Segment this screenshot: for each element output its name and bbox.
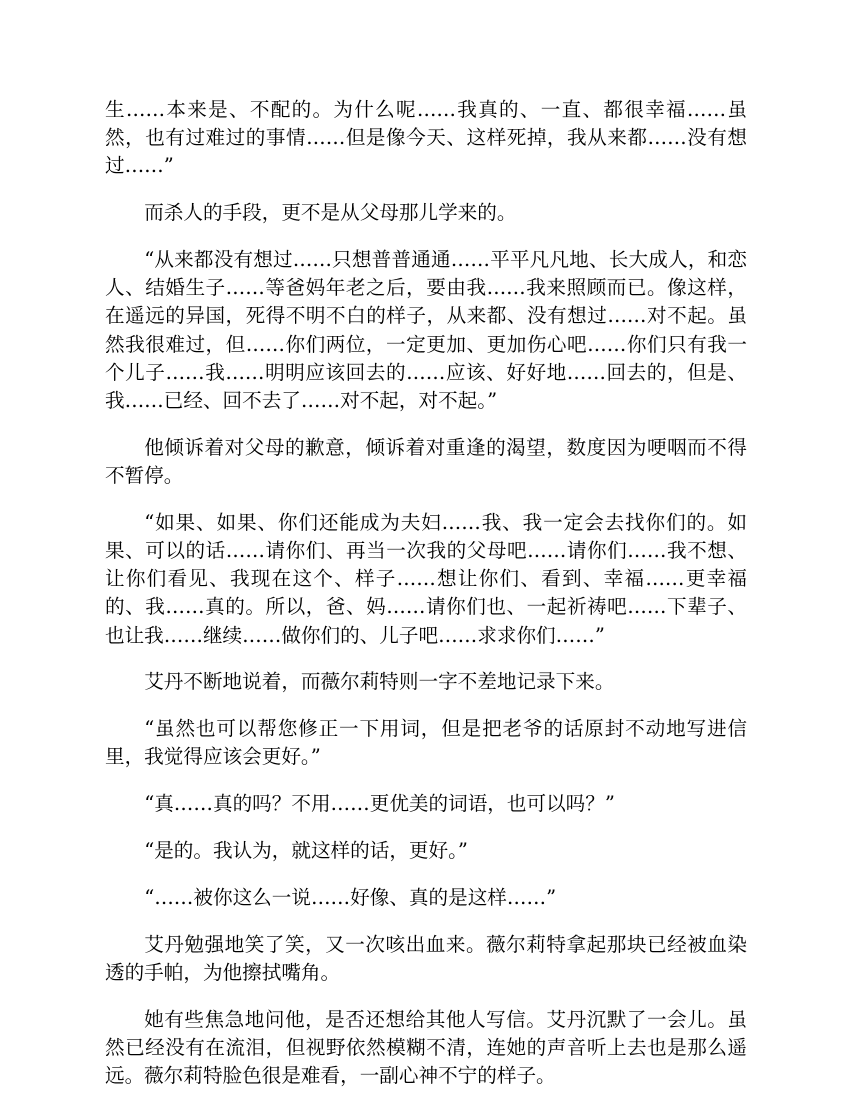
paragraph-continuation: 生……本来是、不配的。为什么呢……我真的、一直、都很幸福……虽然，也有过难过的事情……但是像今天、这样死掉，我从来都……没有想过……” [105,98,747,178]
paragraph: “如果、如果、你们还能成为夫妇……我、我一定会去找你们的。如果、可以的话……请你们、再当一次我的父母吧……请你们……我不想、让你们看见、我现在这个、样子……想让你们、看到、幸福……更幸福的、我……真的。所以，爸、妈……请你们也、一起祈祷吧……下辈子、也让我……继续……做你们的、儿子吧……求求你们……” [105,510,747,647]
document-page [105,96,747,1109]
paragraph: 她有些焦急地问他，是否还想给其他人写信。艾丹沉默了一会儿。虽然已经没有在流泪，但视野依然模糊不清，连她的声音听上去也是那么遥远。薇尔莉特脸色很是难看，一副心神不宁的样子。 [105,1007,747,1088]
paragraph: 艾丹不断地说着，而薇尔莉特则一字不差地记录下来。 [144,670,615,694]
paragraph: “真……真的吗？不用……更优美的词语，也可以吗？” [144,792,615,816]
paragraph: 而杀人的手段，更不是从父母那儿学来的。 [144,201,517,225]
paragraph: “是的。我认为，就这样的话，更好。” [144,839,468,863]
paragraph: 艾丹勉强地笑了笑，又一次咳出血来。薇尔莉特拿起那块已经被血染透的手帕，为他擦拭嘴角。 [105,932,747,984]
paragraph: “从来都没有想过……只想普普通通……平平凡凡地、长大成人，和恋人、结婚生子……等爸妈年老之后，要由我……我来照顾而已。像这样，在遥远的异国，死得不明不白的样子，从来都、没有想过……对不起。虽然我很难过，但……你们两位，一定更加、更加伤心吧……你们只有我一个儿子……我……明明应该回去的……应该、好好地……回去的，但是、我……已经、回不去了……对不起，对不起。” [105,248,747,413]
paragraph: 他倾诉着对父母的歉意，倾诉着对重逢的渴望，数度因为哽咽而不得不暂停。 [105,435,747,488]
paragraph: “……被你这么一说……好像、真的是这样……” [144,885,557,909]
paragraph: “虽然也可以帮您修正一下用词，但是把老爷的话原封不动地写进信里，我觉得应该会更好。” [105,717,747,769]
